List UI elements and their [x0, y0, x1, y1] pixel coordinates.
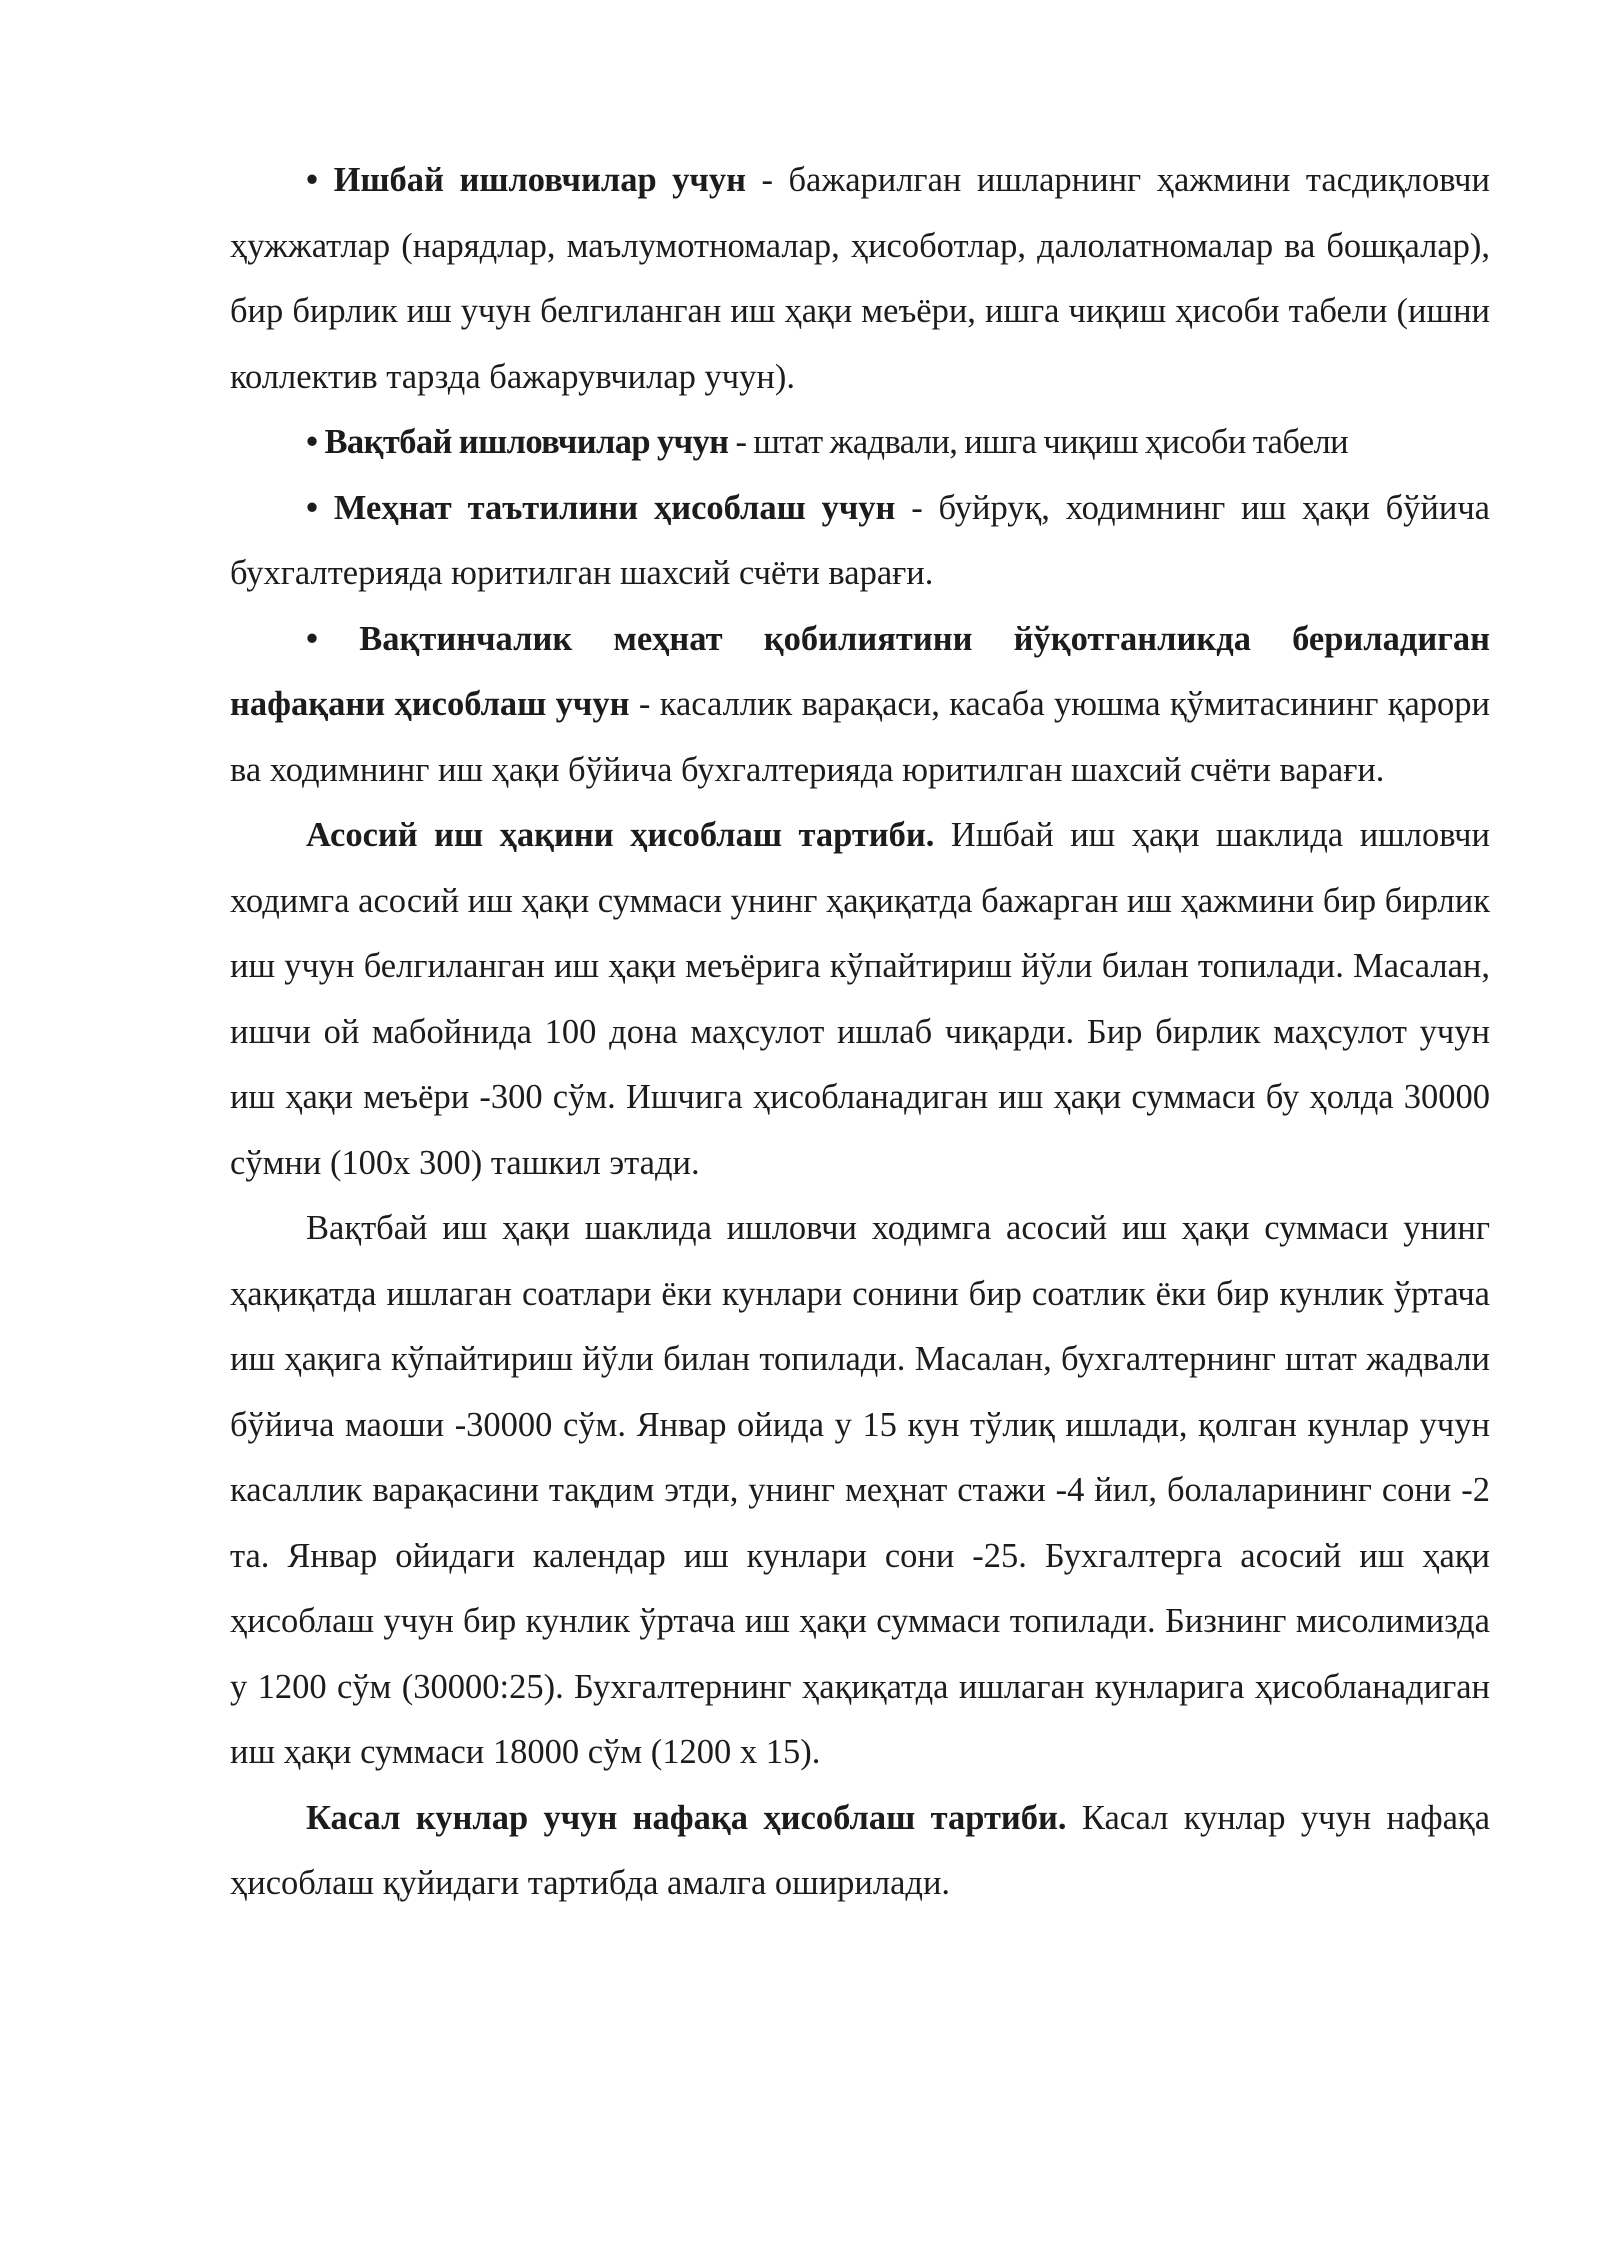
paragraph-sick-leave-documents: [230, 607, 1490, 804]
paragraph-text: Касал кунлар учун нафақа ҳисоблаш қуйидаги тартибда амалга оширилади.: [230, 1798, 1491, 1902]
paragraph-timebased-pay-example: [230, 1196, 1490, 1786]
paragraph-sick-days-procedure: [230, 1786, 1490, 1917]
paragraph-text: - штат жадвали, ишга чиқиш ҳисоби табели: [728, 423, 1349, 461]
bullet: •: [306, 161, 334, 199]
bold-heading: Касал кунлар учун нафақа ҳисоблаш тартиби.: [306, 1798, 1067, 1837]
paragraph-text: - касаллик варақаси, касаба уюшма қўмитасининг қарори ва ходимнинг иш ҳақи бўйича бухгалтерияда юритилган шахсий счёти варағи.: [230, 685, 1490, 789]
paragraph-piecework-documents: [230, 148, 1490, 410]
bold-heading: Меҳнат таътилини ҳисоблаш учун: [333, 488, 896, 527]
bold-heading: Ишбай ишловчилар учун: [333, 161, 746, 199]
paragraph-vacation-documents: [230, 476, 1490, 607]
bold-heading: Вақтбай ишловчилар учун: [324, 423, 729, 461]
bullet: •: [306, 423, 325, 461]
bold-heading: Асосий иш ҳақини ҳисоблаш тартиби.: [306, 816, 935, 854]
paragraph-text: Ишбай иш ҳақи шаклида ишловчи ходимга асосий иш ҳақи суммаси унинг ҳақиқатда бажарган иш ҳажмини бир бирлик иш учун белгиланган иш ҳақи меъёрига кўпайтириш йўли билан топилади. Масалан, ишчи ой мабойнида 100 дона маҳсулот ишлаб чиқарди. Бир бирлик маҳсулот учун иш ҳақи меъёри -300 сўм. Ишчига ҳисобланадиган иш ҳақи суммаси бу ҳолда 30000 сўмни (100х 300) ташкил этади.: [230, 816, 1490, 1182]
document-page: [230, 148, 1490, 1917]
paragraph-text: - буйруқ, ходимнинг иш ҳақи бўйича бухгалтерияда юритилган шахсий счёти варағи.: [230, 488, 1490, 592]
paragraph-basic-pay-procedure: [230, 803, 1490, 1196]
paragraph-text: - бажарилган ишларнинг ҳажмини тасдиқловчи ҳужжатлар (нарядлар, маълумотномалар, ҳисоботлар, далолатномалар ва бошқалар), бир бирлик иш учун белгиланган иш ҳақи меъёри, ишга чиқиш ҳисоби табели (ишни коллектив тарзда бажарувчилар учун).: [230, 161, 1490, 396]
paragraph-text: Вақтбай иш ҳақи шаклида ишловчи ходимга асосий иш ҳақи суммаси унинг ҳақиқатда ишлаган соатлари ёки кунлари сонини бир соатлик ёки бир кунлик ўртача иш ҳақига кўпайтириш йўли билан топилади. Масалан, бухгалтернинг штат жадвали бўйича маоши -30000 сўм. Январ ойида у 15 кун тўлиқ ишлади, қолган кунлар учун касаллик варақасини тақдим этди, унинг меҳнат стажи -4 йил, болаларининг сони -2 та. Январ ойидаги календар иш кунлари сони -25. Бухгалтерга асосий иш ҳақи ҳисоблаш учун бир кунлик ўртача иш ҳақи суммаси топилади. Бизнинг мисолимизда у 1200 сўм (30000:25). Бухгалтернинг ҳақиқатда ишлаган кунларига ҳисобланадиган иш ҳақи суммаси 18000 сўм (1200 х 15).: [230, 1209, 1490, 1771]
paragraph-timebased-documents: [230, 410, 1490, 476]
bullet: •: [306, 488, 334, 527]
bold-heading: Вақтинчалик меҳнат қобилиятини йўқотганликда бериладиган нафақани ҳисоблаш учун: [230, 619, 1490, 723]
bullet: •: [306, 619, 360, 658]
